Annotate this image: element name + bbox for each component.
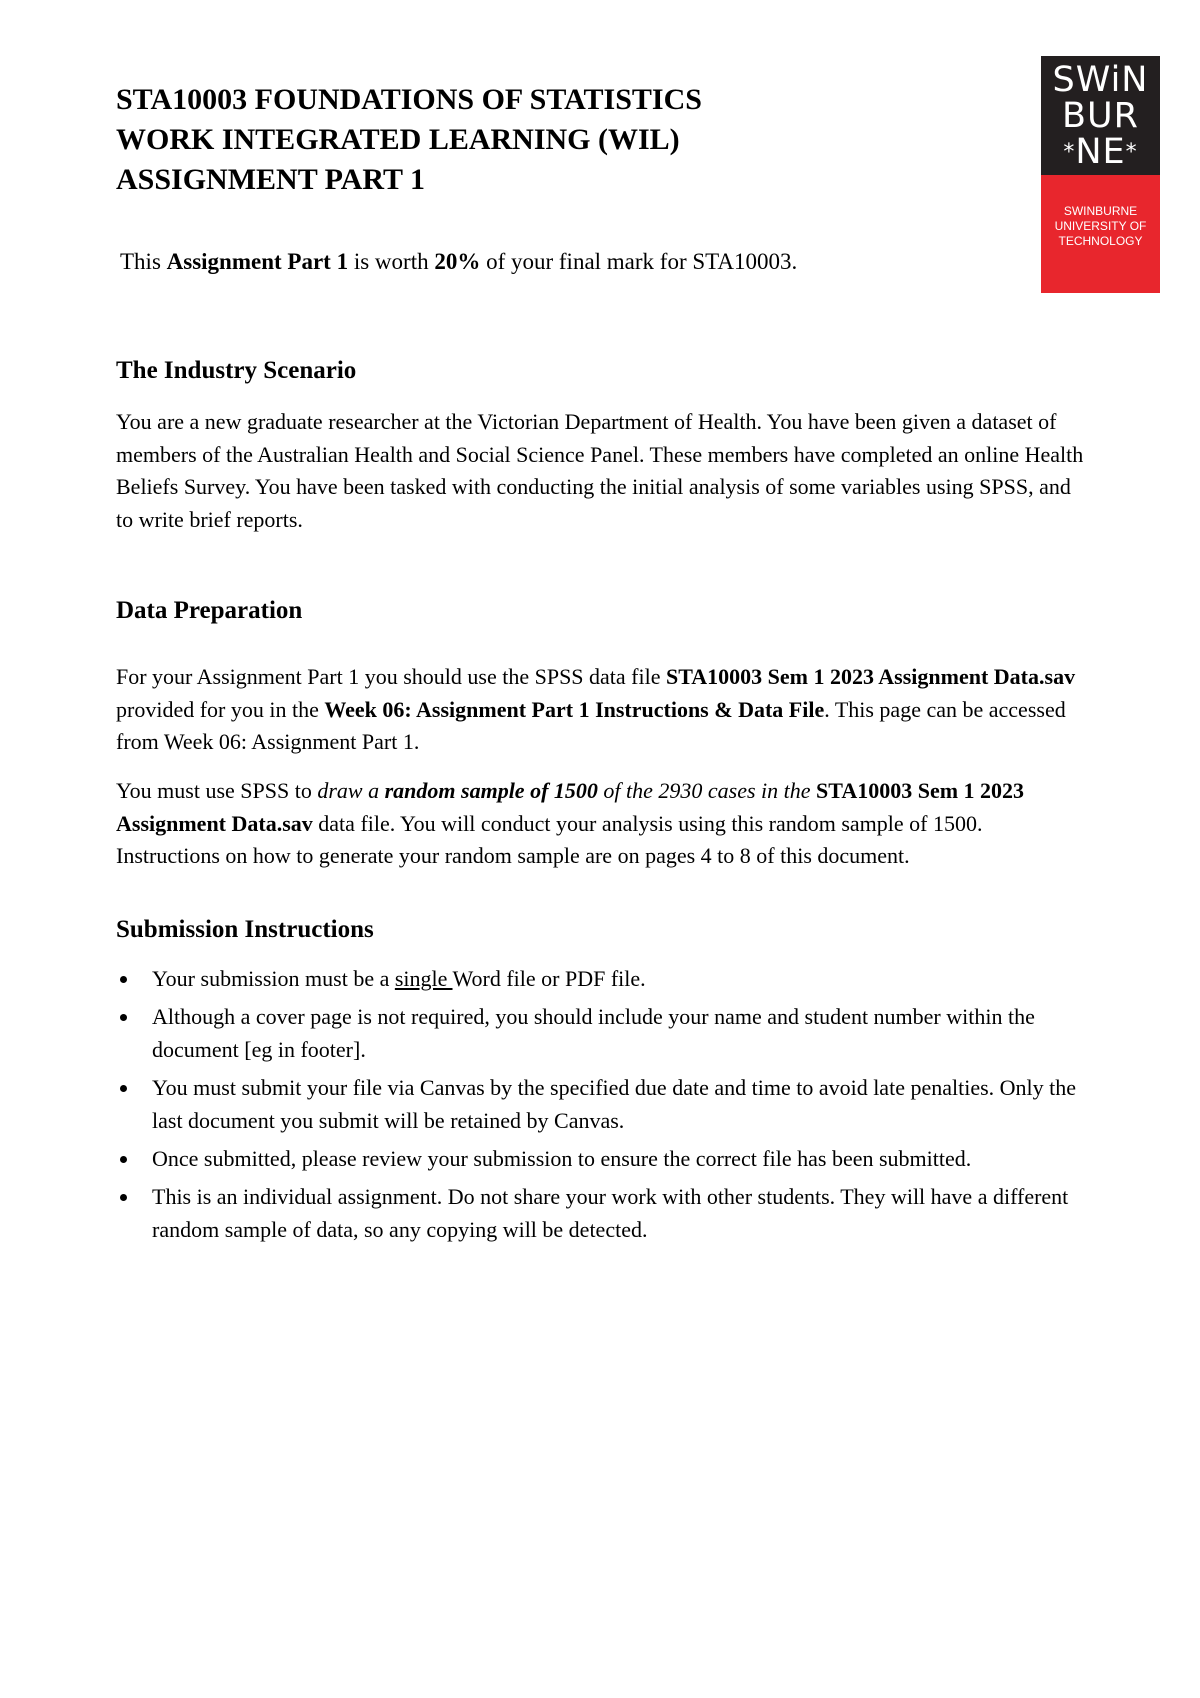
heading-industry-scenario: The Industry Scenario <box>116 357 357 384</box>
list-item: This is an individual assignment. Do not share your work with other students. They will have a different random sample of data, so any copying will be detected. <box>116 1180 1091 1246</box>
list-item: Once submitted, please review your submission to ensure the correct file has been submitted. <box>116 1142 1091 1175</box>
title-line-course: STA10003 FOUNDATIONS OF STATISTICS <box>116 83 702 116</box>
heading-data-preparation: Data Preparation <box>116 597 303 624</box>
assignment-weight: This Assignment Part 1 is worth 20% of your final mark for STA10003. <box>120 249 798 274</box>
list-item: Although a cover page is not required, you should include your name and student number within the document [eg in footer]. <box>116 1000 1091 1066</box>
title-line-wil: WORK INTEGRATED LEARNING (WIL) <box>116 123 680 156</box>
logo-word-1: SWiN <box>1052 60 1149 100</box>
prep-paragraph-1: For your Assignment Part 1 you should use the SPSS data file STA10003 Sem 1 2023 Assignment Data.sav provided for you in the Week 06: Assignment Part 1 Instructions & Data File. This page can be accessed from Week 06: Assignment Part 1. <box>116 664 1076 754</box>
swinburne-logo <box>1041 56 1160 293</box>
heading-submission-instructions: Submission Instructions <box>116 916 374 943</box>
title-line-assignment: ASSIGNMENT PART 1 <box>116 163 426 196</box>
star-icon: * <box>1125 140 1138 165</box>
logo-wordmark <box>1041 56 1160 175</box>
logo-university-name: SWINBURNE UNIVERSITY OF TECHNOLOGY <box>1041 175 1160 293</box>
submission-list <box>116 962 1091 1251</box>
prep-paragraph-2: You must use SPSS to draw a random sample of 1500 of the 2930 cases in the STA10003 Sem 1 2023 Assignment Data.sav data file. You will conduct your analysis using this random sample of 1500. Instructions on how to generate your random sample are on pages 4 to 8 of this document. <box>116 778 1025 868</box>
list-item: Your submission must be a single Word file or PDF file. <box>116 962 1091 995</box>
logo-word-2: BUR <box>1062 96 1139 136</box>
star-icon: * <box>1063 140 1076 165</box>
scenario-paragraph: You are a new graduate researcher at the Victorian Department of Health. You have been given a dataset of members of the Australian Health and Social Science Panel. These members have completed an online Health Beliefs Survey. You have been tasked with conducting the initial analysis of some variables using SPSS, and to write brief reports. <box>116 409 1084 532</box>
logo-word-3: *NE* <box>1063 132 1138 172</box>
document-title <box>116 80 936 200</box>
list-item: You must submit your file via Canvas by the specified due date and time to avoid late penalties. Only the last document you submit will be retained by Canvas. <box>116 1071 1091 1137</box>
